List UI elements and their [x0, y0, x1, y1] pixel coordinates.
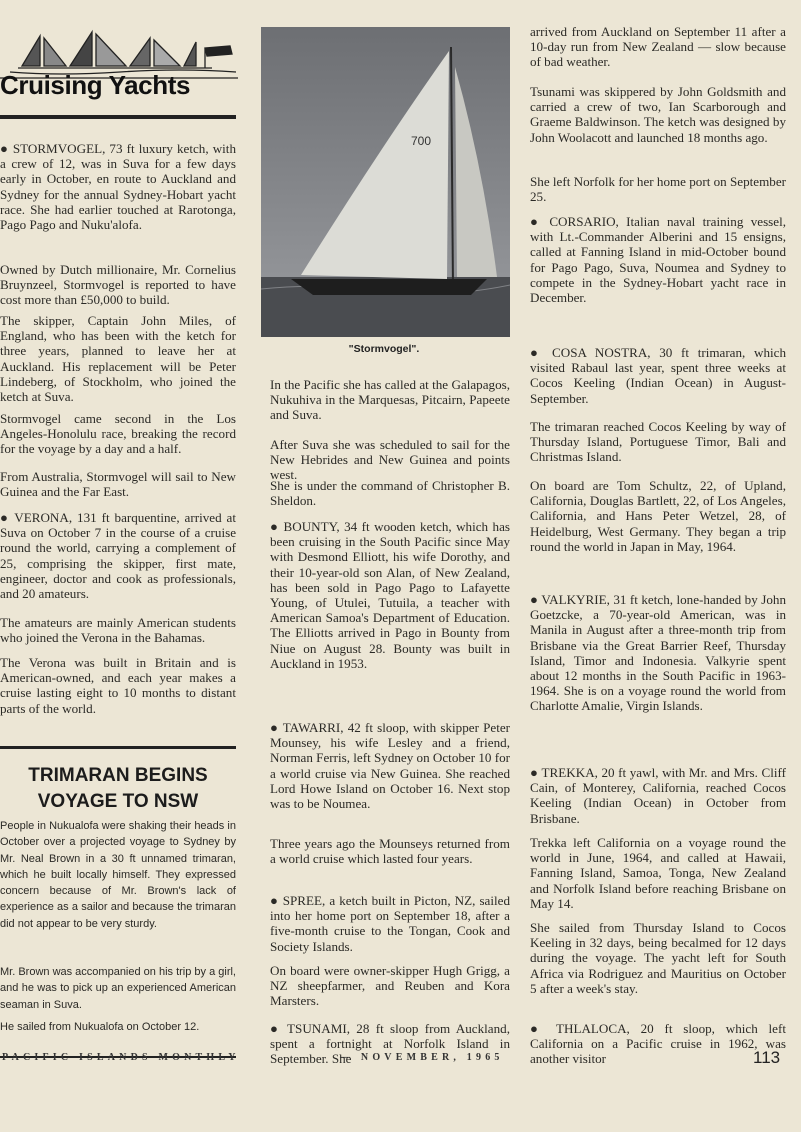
para-pacific: In the Pacific she has called at the Galapagos, Nukuhiva in the Marquesas, Pitcairn, Papeete and Suva.	[270, 377, 510, 423]
headline-line-2: VOYAGE TO NSW	[37, 791, 199, 812]
para-on-board: On board were owner-skipper Hugh Grigg, a NZ sheepfarmer, and Reuben and Kora Marsters.	[270, 963, 510, 1009]
para-arrived: arrived from Auckland on September 11 after a 10-day run from New Zealand — slow because of bad weather.	[530, 24, 786, 70]
para-spree: ● SPREE, a ketch built in Picton, NZ, sailed into her home port on September 18, after a five-month cruise to the Tongan, Cook and Society Islands.	[270, 893, 510, 954]
photo-caption: "Stormvogel".	[348, 343, 420, 355]
para-tawarri: ● TAWARRI, 42 ft sloop, with skipper Peter Mounsey, his wife Lesley and a friend, Norman Ferris, left Sydney on October 10 for a world cruise via New Guinea. She reached Lord Howe Island on October 16. Next stop was to be Noumea.	[270, 720, 510, 812]
para-record: Stormvogel came second in the Los Angeles-Honolulu race, breaking the record for the voyage by a day and a half.	[0, 411, 236, 457]
para-skipper: The skipper, Captain John Miles, of England, who has been with the ketch for three years, planned to leave her at Auckland. His replacement will be Peter Lindeberg, of Stockholm, who joined the ketch at Suva.	[0, 313, 236, 405]
divider-rule	[0, 746, 236, 749]
para-sailed: He sailed from Nukualofa on October 12.	[0, 1021, 200, 1033]
para-amateurs: The amateurs are mainly American students who joined the Verona in the Bahamas.	[0, 615, 236, 646]
headline-line-1: TRIMARAN BEGINS	[28, 765, 208, 786]
para-mounseys: Three years ago the Mounseys returned from a world cruise which lasted four years.	[270, 836, 510, 867]
para-cosa-nostra: ● COSA NOSTRA, 30 ft trimaran, which visited Rabaul last year, spent three weeks at Cocos Keeling (Indian Ocean) in August-September.	[530, 345, 786, 406]
para-corsario: ● CORSARIO, Italian naval training vessel, with Lt.-Commander Alberini and 15 ensigns, called at Fanning Island in mid-October bound for Pago Pago, Suva, Noumea and Sydney to compete in the Sydney-Hobart yacht race in December.	[530, 214, 786, 306]
para-command: She is under the command of Christopher B. Sheldon.	[270, 478, 510, 509]
footer-date: — NOVEMBER, 1965	[340, 1052, 504, 1063]
para-trekka-voyage: Trekka left California on a voyage round the world in June, 1964, and called at Hawaii, Fanning Island, Samoa, Tonga, New Zealand and Norfolk Island before reaching Brisbane on May 14.	[530, 835, 786, 911]
para-norfolk: She left Norfolk for her home port on September 25.	[530, 174, 786, 205]
para-verona: ● VERONA, 131 ft barquentine, arrived at Suva on October 7 in the course of a cruise round the world, carrying a complement of 25, comprising the skipper, first mate, engineer, doctor and cook as professionals, and 20 amateurs.	[0, 510, 236, 602]
sailboat-icon	[261, 27, 510, 337]
page-number: 113	[753, 1048, 781, 1067]
stormvogel-photo	[261, 27, 510, 337]
svg-text:700: 700	[411, 134, 432, 148]
para-cocos: The trimaran reached Cocos Keeling by way of Thursday Island, Portuguese Timor, Bali and Christmas Island.	[530, 419, 786, 465]
title-rule	[0, 115, 236, 119]
para-trimaran: People in Nukualofa were shaking their heads in October over a projected voyage to Sydney by Mr. Neal Brown in a 30 ft unnamed trimaran, which he built locally himself. They expressed concern because of Mr. Brown's lack of experience as a sailor and because the trimaran did not appear to be very sturdy.	[0, 820, 236, 930]
para-valkyrie: ● VALKYRIE, 31 ft ketch, lone-handed by John Goetzcke, a 70-year-old American, was in Manila in August after a three-month trip from Brisbane via the Great Barrier Reef, Thursday Island, Timor and Indonesia. Valkyrie spent about 12 months in the South Pacific in 1963-1964. She is on a voyage round the world from Charlotte Amalie, Virgin Islands.	[530, 592, 786, 714]
para-verona-built: The Verona was built in Britain and is American-owned, and each year makes a cruise lasting eight to 10 months to distant parts of the world.	[0, 655, 236, 716]
para-thlaloca: ● THLALOCA, 20 ft sloop, which left California on a Pacific cruise in 1962, was another visitor	[530, 1021, 786, 1067]
para-thursday: She sailed from Thursday Island to Cocos Keeling in 32 days, being becalmed for 12 days during the voyage. The yacht left for South Africa via Rodriguez and Mauritius on October 5 after a week's stay.	[530, 920, 786, 996]
para-tsunami-crew: Tsunami was skippered by John Goldsmith and carried a crew of two, Ian Scarborough and Graeme Baldwinson. The ketch was designed by John Woolacott and launched 18 months ago.	[530, 84, 786, 145]
para-tsunami: ● TSUNAMI, 28 ft sloop from Auckland, spent a fortnight at Norfolk Island in September. She	[270, 1021, 510, 1067]
para-australia: From Australia, Stormvogel will sail to New Guinea and the Far East.	[0, 469, 236, 500]
para-brown: Mr. Brown was accompanied on his trip by a girl, and he was to pick up an experienced American seaman in Suva.	[0, 966, 236, 1011]
para-stormvogel: ● STORMVOGEL, 73 ft luxury ketch, with a crew of 12, was in Suva for a few days early in October, en route to Auckland and Sydney for the annual Sydney-Hobart yacht race. She had earlier touched at Rarotonga, Pago Pago and Nuku'alofa.	[0, 141, 236, 233]
para-on-board-cosa: On board are Tom Schultz, 22, of Upland, California, Douglas Bartlett, 22, of Los Angeles, California, and Hans Peter Wetzel, 28, of Heidelburg, West Germany. They began a trip round the world in Japan in May, 1964.	[530, 478, 786, 554]
para-trekka: ● TREKKA, 20 ft yawl, with Mr. and Mrs. Cliff Cain, of Monterey, California, reached Cocos Keeling (Indian Ocean) in October from Brisbane.	[530, 765, 786, 826]
para-bounty: ● BOUNTY, 34 ft wooden ketch, which has been cruising in the South Pacific since May with Desmond Elliott, his wife Dorothy, and their 10-year-old son Alan, of New Zealand, has been sold in Pago Pago to Lafayette Young, of Utulei, Tutuila, a teacher with American Samoa's Department of Education. The Elliotts arrived in Pago in Bounty from Niue on August 28. Bounty was built in Auckland in 1953.	[270, 519, 510, 671]
footer-publication: PACIFIC ISLANDS MONTHLY	[2, 1052, 240, 1063]
section-title: Cruising Yachts	[0, 70, 191, 100]
para-after-suva: After Suva she was scheduled to sail for the New Hebrides and New Guinea and points west.	[270, 437, 510, 483]
para-owner: Owned by Dutch millionaire, Mr. Cornelius Bruynzeel, Stormvogel is reported to have cost more than £50,000 to build.	[0, 262, 236, 308]
